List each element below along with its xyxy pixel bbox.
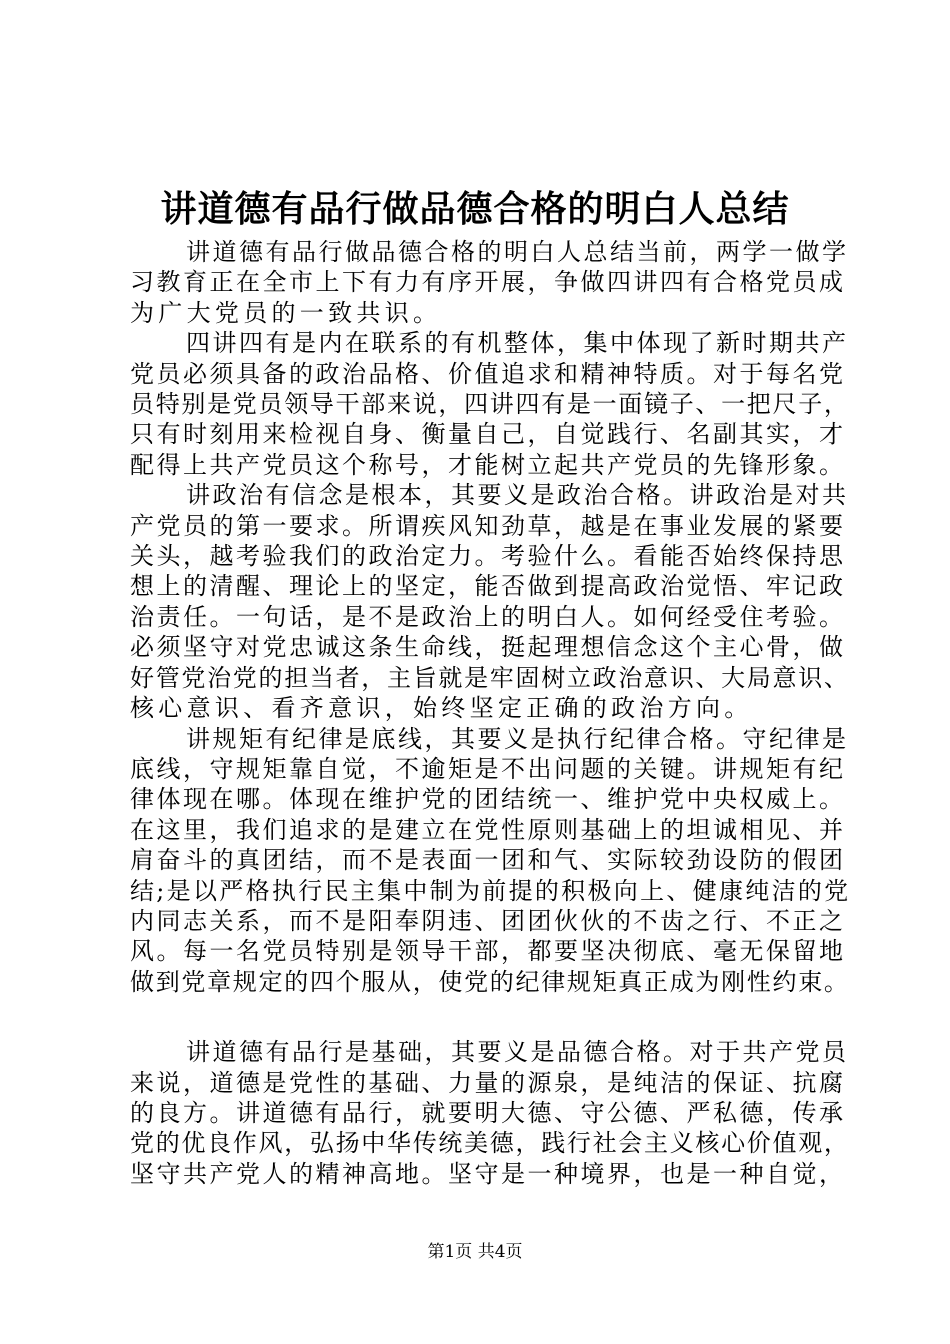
text-line: 律体现在哪。体现在维护党的团结统一、维护党中央权威上。: [130, 785, 846, 814]
text-line: 配得上共产党员这个称号，才能树立起共产党员的先锋形象。: [130, 450, 846, 479]
text-line: 讲政治有信念是根本，其要义是政治合格。讲政治是对共: [186, 481, 849, 510]
text-line: 只有时刻用来检视自身、衡量自己，自觉践行、名副其实，才: [130, 420, 846, 449]
text-line: 治责任。一句话，是不是政治上的明白人。如何经受住考验。: [130, 602, 846, 631]
text-line: 结;是以严格执行民主集中制为前提的积极向上、健康纯洁的党: [130, 876, 851, 905]
text-line: 在这里，我们追求的是建立在党性原则基础上的坦诚相见、并: [130, 815, 846, 844]
text-line: 讲道德有品行是基础，其要义是品德合格。对于共产党员: [186, 1038, 849, 1067]
text-line: 产党员的第一要求。所谓疾风知劲草，越是在事业发展的紧要: [130, 511, 846, 540]
text-line: 党的优良作风，弘扬中华传统美德，践行社会主义核心价值观，: [130, 1129, 850, 1158]
paragraph: [130, 237, 849, 328]
paragraph: [130, 724, 851, 998]
text-line: 底线，守规矩靠自觉，不逾矩是不出问题的关键。讲规矩有纪: [130, 754, 846, 783]
text-line: 做到党章规定的四个服从，使党的纪律规矩真正成为刚性约束。: [130, 967, 850, 996]
page-number-footer: 第1页 共4页: [427, 1242, 523, 1262]
document-title: 讲道德有品行做品德合格的明白人总结: [160, 188, 790, 230]
text-line: 内同志关系，而不是阳奉阴违、团团伙伙的不齿之行、不正之: [130, 906, 846, 935]
paragraph-gap: [130, 997, 830, 1037]
paragraph: [130, 480, 850, 723]
text-line: 党员必须具备的政治品格、价值追求和精神特质。对于每名党: [130, 359, 846, 388]
text-line: 员特别是党员领导干部来说，四讲四有是一面镜子、一把尺子，: [130, 390, 850, 419]
text-line: 讲规矩有纪律是底线，其要义是执行纪律合格。守纪律是: [186, 724, 849, 753]
paragraph: [130, 328, 850, 480]
text-line: 来说，道德是党性的基础、力量的源泉，是纯洁的保证、抗腐: [130, 1068, 846, 1097]
text-line: 想上的清醒、理论上的坚定，能否做到提高政治觉悟、牢记政: [130, 572, 846, 601]
text-line: 讲道德有品行做品德合格的明白人总结当前，两学一做学: [186, 238, 849, 266]
text-line: 肩奋斗的真团结，而不是表面一团和气、实际较劲设防的假团: [130, 846, 846, 875]
paragraph: [130, 1037, 850, 1189]
text-line: 习教育正在全市上下有力有序开展，争做四讲四有合格党员成: [130, 268, 846, 297]
text-line: 的良方。讲道德有品行，就要明大德、守公德、严私德，传承: [130, 1098, 846, 1127]
text-line: 为广大党员的一致共识。: [130, 298, 442, 327]
text-line: 风。每一名党员特别是领导干部，都要坚决彻底、毫无保留地: [130, 937, 846, 966]
text-line: 关头，越考验我们的政治定力。考验什么。看能否始终保持思: [130, 542, 846, 571]
text-line: 坚守共产党人的精神高地。坚守是一种境界，也是一种自觉，: [130, 1159, 846, 1188]
document-body: [130, 237, 851, 1189]
text-line: 四讲四有是内在联系的有机整体，集中体现了新时期共产: [186, 329, 849, 358]
text-line: 核心意识、看齐意识，始终坚定正确的政治方向。: [130, 694, 753, 723]
text-line: 必须坚守对党忠诚这条生命线，挺起理想信念这个主心骨，做: [130, 633, 846, 662]
text-line: 好管党治党的担当者，主旨就是牢固树立政治意识、大局意识、: [130, 663, 850, 692]
